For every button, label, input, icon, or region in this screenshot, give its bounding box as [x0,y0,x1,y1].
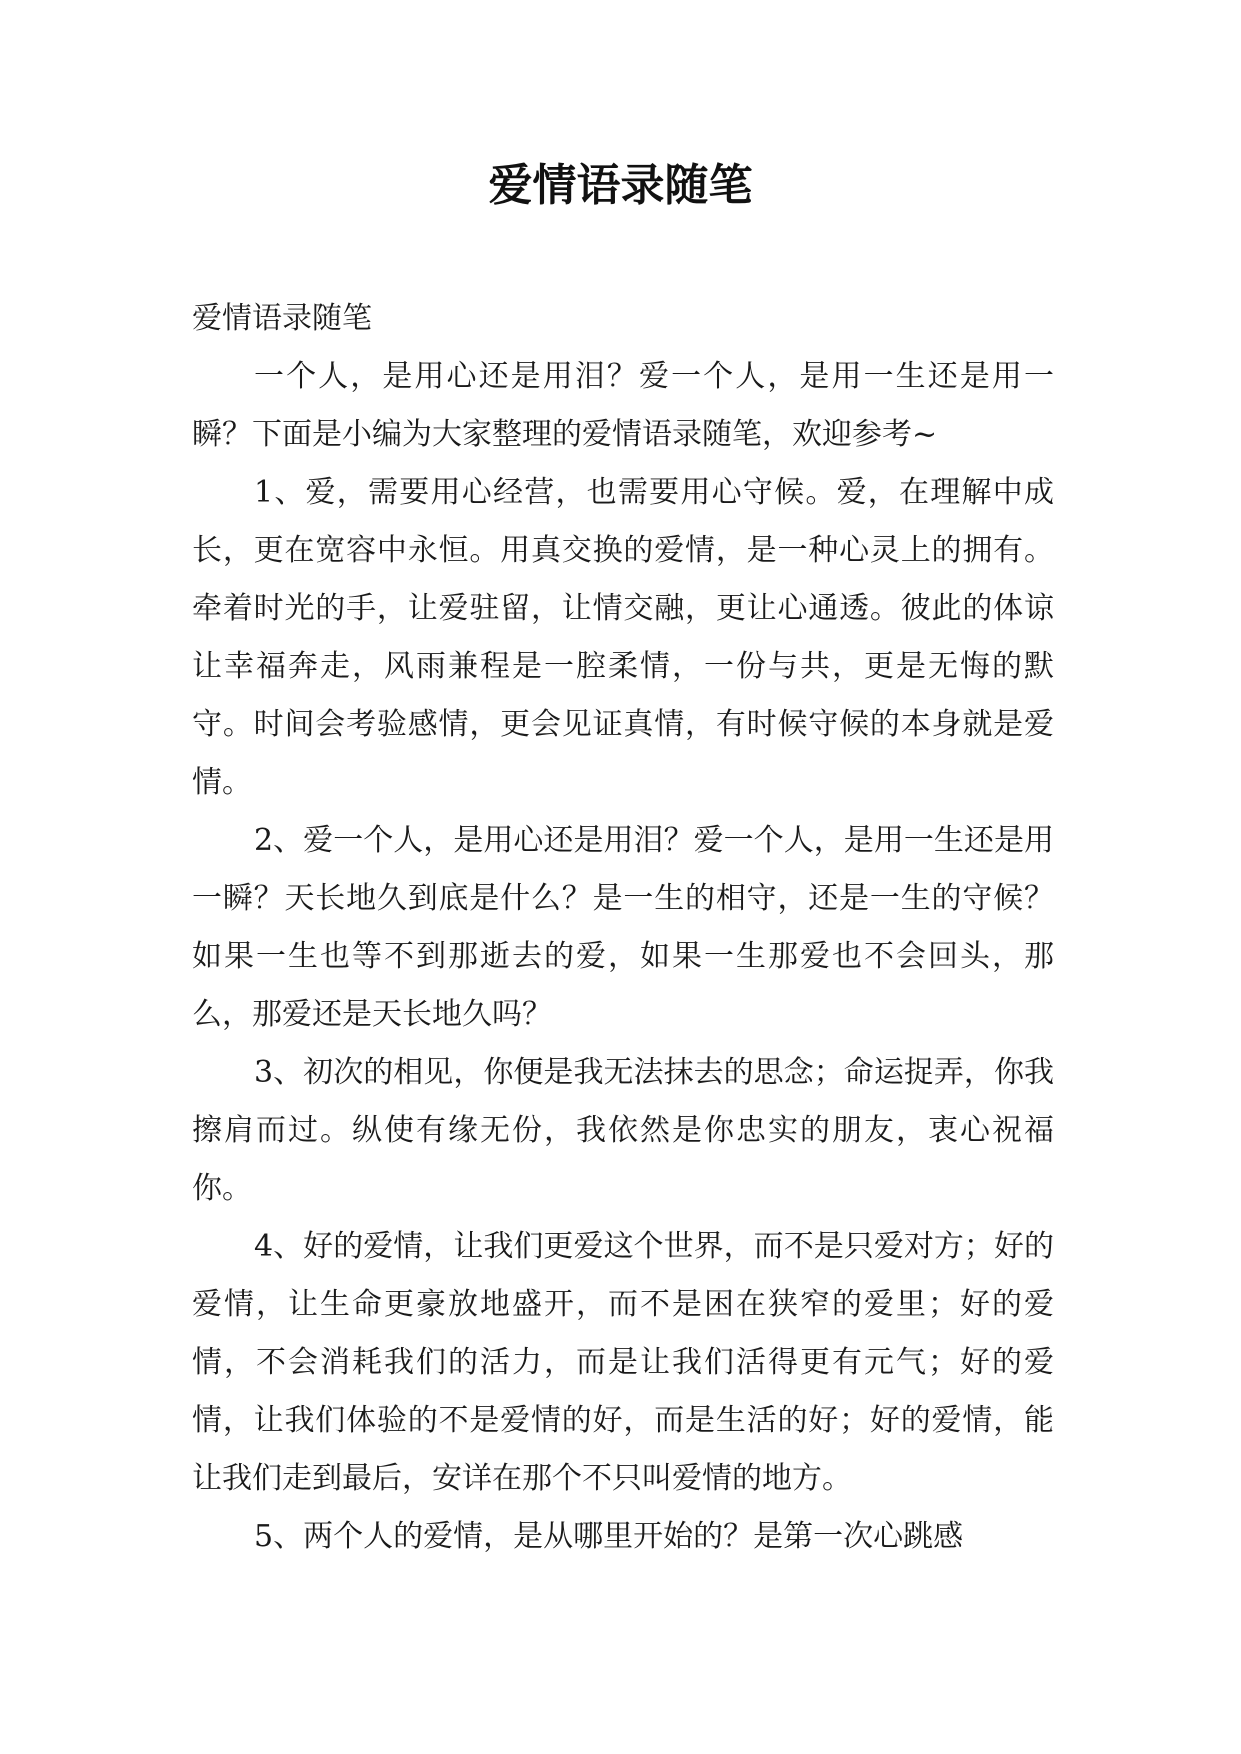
document-title: 爱情语录随笔 [488,160,753,211]
document-subtitle: 爱情语录随笔 [192,301,372,336]
quote-paragraph-4: 4、好的爱情，让我们更爱这个世界，而不是只爱对方；好的爱情，让生命更豪放地盛开，而不是困在狭窄的爱里；好的爱情，不会消耗我们的活力，而是让我们活得更有元气；好的爱情，让我们体验的不是爱情的好，而是生活的好；好的爱情，能让我们走到最后，安详在那个不只叫爱情的地方。 [192,1229,1054,1496]
document-body [192,290,1054,1566]
quote-paragraph-3: 3、初次的相见，你便是我无法抹去的思念；命运捉弄，你我擦肩而过。纵使有缘无份，我依然是你忠实的朋友，衷心祝福你。 [192,1055,1054,1206]
quote-paragraph-5: 5、两个人的爱情，是从哪里开始的？是第一次心跳感 [254,1519,964,1554]
intro-paragraph: 一个人，是用心还是用泪？爱一个人，是用一生还是用一瞬？下面是小编为大家整理的爱情语录随笔，欢迎参考~ [192,359,1054,452]
quote-paragraph-1: 1、爱，需要用心经营，也需要用心守候。爱，在理解中成长，更在宽容中永恒。用真交换的爱情，是一种心灵上的拥有。牵着时光的手，让爱驻留，让情交融，更让心通透。彼此的体谅让幸福奔走，风雨兼程是一腔柔情，一份与共，更是无悔的默守。时间会考验感情，更会见证真情，有时候守候的本身就是爱情。 [192,475,1054,800]
quote-paragraph-2: 2、爱一个人，是用心还是用泪？爱一个人，是用一生还是用一瞬？天长地久到底是什么？是一生的相守，还是一生的守候？如果一生也等不到那逝去的爱，如果一生那爱也不会回头，那么，那爱还是天长地久吗？ [192,823,1054,1032]
